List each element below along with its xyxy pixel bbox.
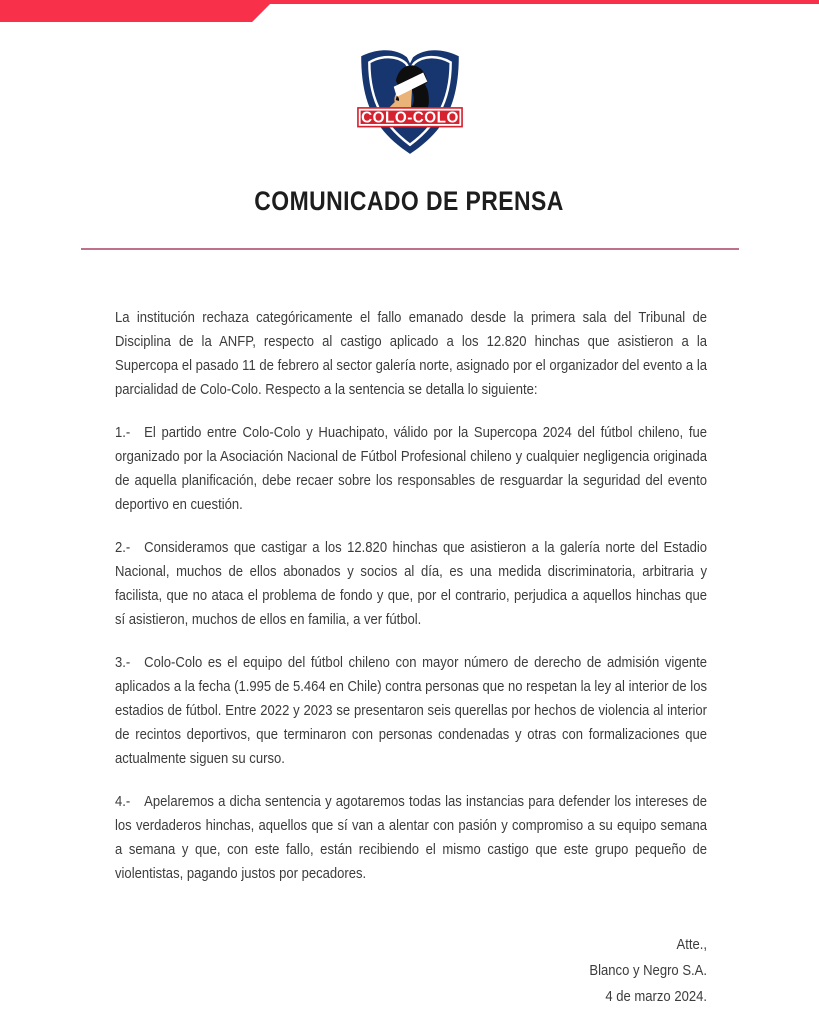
item-text: El partido entre Colo-Colo y Huachipato, válido por la Supercopa 2024 del fútbol chileno, fue organizado por la Asociación Nacional de Fútbol Profesional chileno y cualquier negligencia originada de aquella planificación, debe recaer sobre los responsables de resguardar la seguridad del evento deportivo en cuestión. (115, 424, 708, 514)
item-number: 3.- (115, 654, 131, 672)
item-text: Consideramos que castigar a los 12.820 hinchas que asistieron a la galería norte del Estadio Nacional, muchos de ellos abonados y socios al día, es una medida discriminatoria, arbitraria y facilista, que no ataca el problema de fondo y que, por el contrario, perjudica a aquellos hinchas que sí asistieron, muchos de ellos en familia, a ver fútbol. (115, 539, 708, 629)
title-divider (81, 248, 739, 250)
item-number: 2.- (115, 539, 131, 557)
top-accent-band (0, 0, 274, 22)
signature-block (115, 932, 707, 1010)
crest-ribbon (357, 107, 463, 127)
items-list (115, 421, 707, 886)
colo-colo-crest-icon (349, 40, 471, 162)
crest-club-name: COLO-COLO (360, 109, 459, 127)
signature-company: Blanco y Negro S.A. (589, 962, 708, 980)
numbered-paragraph (115, 421, 707, 517)
numbered-paragraph (115, 536, 707, 632)
signature-closing: Atte., (676, 936, 708, 954)
numbered-paragraph (115, 651, 707, 771)
intro-paragraph: La institución rechaza categóricamente el fallo emanado desde la primera sala del Tribunal de Disciplina de la ANFP, respecto al castigo aplicado a los 12.820 hinchas que asistieron a la Supercopa el pasado 11 de febrero al sector galería norte, asignado por el organizador del evento a la parcialidad de Colo-Colo. Respecto a la sentencia se detalla lo siguiente: (115, 309, 708, 399)
page-title: COMUNICADO DE PRENSA (254, 186, 565, 217)
press-release-content (115, 306, 707, 1010)
numbered-paragraph (115, 790, 707, 886)
item-number: 4.- (115, 793, 131, 811)
item-text: Colo-Colo es el equipo del fútbol chileno con mayor número de derecho de admisión vigente aplicados a la fecha (1.995 de 5.464 en Chile) contra personas que no respetan la ley al interior de los estadios de fútbol. Entre 2022 y 2023 se presentaron seis querellas por hechos de violencia al interior de recintos deportivos, que terminaron con personas condenadas y otras con formalizaciones que actualmente siguen su curso. (115, 654, 708, 768)
item-number: 1.- (115, 424, 131, 442)
signature-date: 4 de marzo 2024. (605, 988, 708, 1006)
item-text: Apelaremos a dicha sentencia y agotaremos todas las instancias para defender los intereses de los verdaderos hinchas, aquellos que sí van a alentar con pasión y compromiso a su equipo semana a semana y que, con este fallo, están recibiendo el mismo castigo que este grupo pequeño de violentistas, pagando justos por pecadores. (115, 793, 708, 883)
